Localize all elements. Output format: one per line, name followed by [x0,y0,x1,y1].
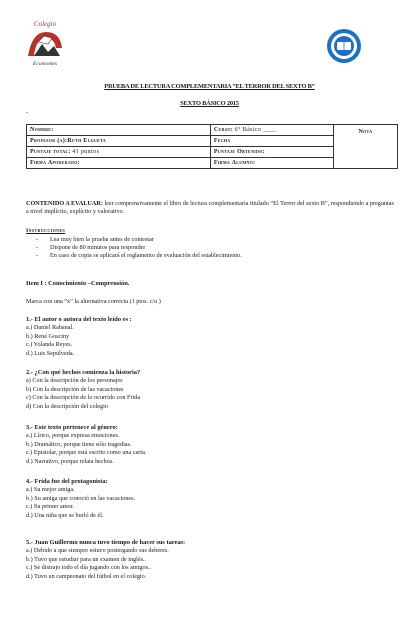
option-c[interactable]: c) Con la descripción de lo ocurrido con Frida [26,394,141,402]
question-4-title: 4.- Frida fue del protagonista: [26,478,108,485]
question-1-options [26,324,74,358]
option-d[interactable]: d.) Tuvo un campeonato del fútbol en el colegio. [26,572,147,580]
option-c[interactable]: c.) Yolanda Reyes. [26,341,73,349]
curso-value: 6° Básico ____ [234,127,277,133]
firma-alumno-label: Firma Alumno: [213,160,256,166]
option-b[interactable]: b.) Dramático, porque tiene sólo tragedias. [26,440,132,448]
school-logo-text: Colegio [33,20,57,28]
puntaje-total-value: 41 puntos [72,149,100,155]
option-c[interactable]: c.) Se distrajo todo el día jugando con los amigos.. [26,564,152,572]
puntaje-total-label: Puntaje total: [30,149,71,155]
option-b[interactable]: b.) Su amiga que conoció en las vacaciones. [26,494,136,502]
fecha-label: Fecha [213,138,231,144]
question-1-title: 1.- El autor o autora del texto leído es : [26,316,132,323]
profesor-value: Ruth Elgueta [67,138,106,144]
option-d[interactable]: d.) Luis Sepúlveda. [26,349,75,357]
question-2-options [26,377,140,411]
option-a[interactable]: a.) Su mejor amiga. [26,486,75,493]
seal-logo [324,26,364,66]
question-5-title: 5.- Juan Guillermo nunca tuvo tiempo de hacer sus tareas: [26,539,186,546]
contenido-text: leer comprensivamente el libro de lectura complementaria titulado “El Terror del sexto B”, respondiendo a preguntas a nivel implícito, explícito y valorativo. [26,200,394,216]
option-d[interactable]: d.) Una niña que se burló de él. [26,511,104,519]
puntaje-obtenido-label: Puntaje Obtenido: [213,149,265,155]
option-c[interactable]: c.) Su primer amor. [26,503,74,511]
list-item: - En caso de copia se aplicará el reglamento de evaluación del establecimiento. [36,252,396,260]
student-info-table [26,124,398,169]
instrucciones-title: Instrucciones [26,228,66,234]
contenido-label: CONTENIDO A EVALUAR: [26,200,103,207]
profesor-label: Profesor (a): [30,138,68,144]
option-a[interactable]: a.) Debido a que siempre estuvo postergando sus deberes. [26,547,169,554]
dash-mark: - [26,110,28,116]
option-a[interactable]: a) Con la descripción de los personajes [26,377,123,384]
question-4-options [26,486,135,520]
option-d[interactable]: d.) Narrativo, porque relata hechos. [26,457,114,465]
question-2-title: 2.- ¿Con qué hechos comienza la historia? [26,369,141,376]
school-logo-subtext: Ecomontes [32,61,58,67]
option-c[interactable]: c.) Epistolar, porque está escrito como una carta. [26,449,147,457]
item1-title: Item I : Conocimiento –Comprensión. [26,280,130,287]
instrucciones-list [36,236,396,261]
option-d[interactable]: d) Con la descripción del colegio [26,402,108,410]
page-subtitle: SEXTO BÁSICO 2015 [180,100,239,107]
option-b[interactable]: b.) Tuvo que estudiar para un examen de inglés.. [26,555,147,563]
item1-instruction: Marca con una “x” la alternativa correcta (1 ptos. c/u ) [26,298,161,305]
page-title: PRUEBA DE LECTURA COMPLEMENTARIA “EL TERROR DEL SEXTO B” [104,83,315,90]
contenido-paragraph [26,200,396,217]
option-b[interactable]: b) Con la descripción de las vacaciones [26,385,124,393]
option-b[interactable]: b.) René Gosciny [26,332,70,340]
option-a[interactable]: a.) Lírico, porque expresa emociones. [26,432,120,439]
question-3-title: 3.- Este texto pertenece al género: [26,424,118,431]
question-3-options [26,432,146,466]
list-item: - Lea muy bien la prueba antes de contestar [36,236,396,244]
school-logo [22,18,68,68]
nota-label: Nota [358,129,373,135]
option-a[interactable]: a.) Daniel Rabanal. [26,324,74,331]
nombre-label: Nombre: [30,127,54,133]
firma-apoderado-label: Firma Apoderado: [30,160,80,166]
list-item: - Dispone de 80 minutos para responder [36,244,396,252]
curso-label: Curso: [213,127,234,133]
question-5-options [26,547,169,581]
